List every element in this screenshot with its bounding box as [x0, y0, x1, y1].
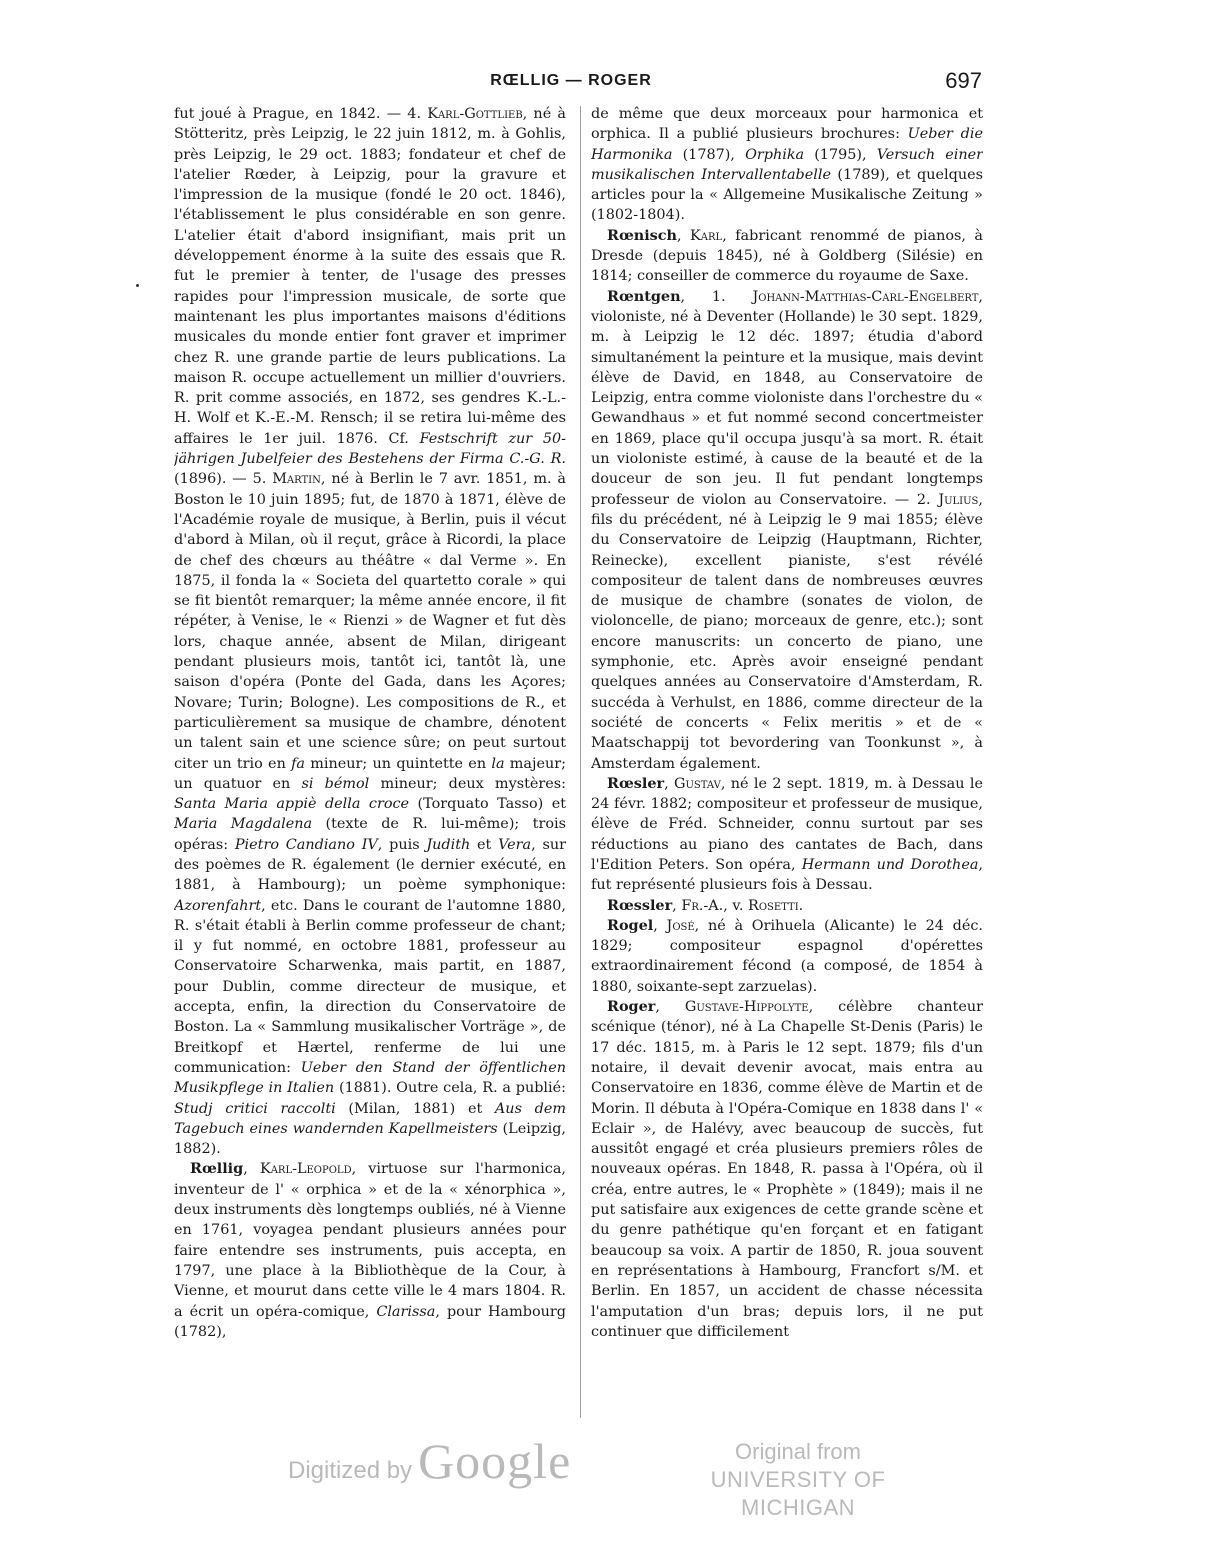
original-from-text: Original from	[735, 1439, 861, 1464]
entry-roesler: Rœsler, Gustav, né le 2 sept. 1819, m. à Dessau le 24 févr. 1882; compositeur et professeur de musique, élève de Fréd. Schneider, connu surtout par ses réductions au piano des cantates de Bach, dans l'Edition Peters. Son opéra, Hermann und Dorothea, fut représenté plusieurs fois à Dessau.	[591, 774, 983, 894]
digitized-by-watermark	[288, 1432, 571, 1492]
original-from-watermark	[668, 1438, 928, 1522]
headword: Rœsler	[607, 774, 665, 792]
entry-roellig: Rœllig, Karl-Leopold, virtuose sur l'harmonica, inventeur de l' « orphica » et de la « xénorphica », deux instruments dès longtemps oubliés, né à Vienne en 1761, voyagea pendant plusieurs années pour faire entendre ses instruments, puis accepta, en 1797, une place à la Bibliothèque de la Cour, à Vienne, et mourut dans cette ville le 4 mars 1804. R. a écrit un opéra-comique, Clarissa, pour Hambourg (1782),	[174, 1160, 566, 1340]
headword: Rœnisch	[607, 226, 678, 244]
stray-mark	[136, 284, 139, 287]
headword: Roger	[607, 998, 656, 1016]
entry-roeder-continuation: fut joué à Prague, en 1842. — 4. Karl-Gottlieb, né à Stötteritz, près Leipzig, le 22 juin 1812, m. à Gohlis, près Leipzig, le 29 oct. 1883; fondateur et chef de l'atelier Rœder, à Leipzig, pour la gravure et l'impression de la musique (fondé le 20 oct. 1846), l'établissement le plus considérable en son genre. L'atelier était d'abord insignifiant, mais prit un développement énorme à la suite des essais que R. fut le premier à tenter, de l'usage des presses rapides pour l'impression musicale, de sorte que maintenant les plus importantes maisons d'éditions musicales du monde entier font graver et imprimer chez R. une grande partie de leurs publications. La maison R. occupe actuellement un millier d'ouvriers. R. prit comme associés, en 1872, ses gendres K.-L.-H. Wolf et K.-E.-M. Rensch; il se retira lui-même des affaires le 1er juil. 1876. Cf. Festschrift zur 50-jährigen Jubelfeier des Bestehens der Firma C.-G. R. (1896). — 5. Martin, né à Berlin le 7 avr. 1851, m. à Boston le 10 juin 1895; fut, de 1870 à 1871, élève de l'Académie royale de musique, à Berlin, puis il vécut d'abord à Milan, où il reçut, grâce à Ricordi, la place de chef des chœurs au théâtre « dal Verme ». En 1875, il fonda la « Societa del quartetto corale » qui se fit bientôt remarquer; la même année encore, il fit répéter, à Venise, le « Rienzi » de Wagner et fut dès lors, chaque année, absent de Milan, dirigeant pendant plusieurs mois, tantôt ici, tantôt là, une saison d'opéra (Ponte del Gada, dans les Açores; Novare; Turin; Bologne). Les compositions de R., et particulièrement sa musique de chambre, dénotent un talent sain et une science sûre; on peut surtout citer un trio en fa mineur; un quintette en la majeur; un quatuor en si bémol mineur; deux mystères: Santa Maria appiè della croce (Torquato Tasso) et Maria Magdalena (texte de R. lui-même); trois opéras: Pietro Candiano IV, puis Judith et Vera, sur des poèmes de R. également (le dernier exécuté, en 1881, à Hambourg); un poème symphonique: Azorenfahrt, etc. Dans le courant de l'automne 1880, R. s'était établi à Berlin comme professeur de chant; il y fut nommé, en octobre 1881, professeur au Conservatoire Scharwenka, mais partit, en 1887, pour Dublin, comme directeur de musique, et accepta, enfin, la direction du Conservatoire de Boston. La « Sammlung musikalischer Vorträge », de Breitkopf et Hærtel, renferme de lui une communication: Ueber den Stand der öffentlichen Musikpflege in Italien (1881). Outre cela, R. a publié: Studj critici raccolti (Milan, 1881) et Aus dem Tagebuch eines wandernden Kapellmeisters (Leipzig, 1882).	[174, 106, 566, 1158]
headword: Rogel	[607, 916, 654, 934]
entry-roger: Roger, Gustave-Hippolyte, célèbre chanteur scénique (ténor), né à La Chapelle St-Denis (Paris) le 17 déc. 1815, m. à Paris le 12 sept. 1879; fils d'un notaire, il devait devenir avocat, mais entra au Conservatoire en 1836, comme élève de Martin et de Morin. Il débuta à l'Opéra-Comique en 1838 dans l' « Eclair », de Halévy, avec beaucoup de succès, fut aussitôt engagé et créa plusieurs premiers rôles de nouveaux opéras. En 1848, R. passa à l'Opéra, où il créa, entre autres, le « Prophète » (1849); mais il ne put satisfaire aux exigences de cette grande scène et du genre pathétique qu'en forçant et en fatigant beaucoup sa voix. A partir de 1850, R. joua souvent en représentations à Hambourg, Francfort s/M. et Berlin. En 1857, un accident de chasse nécessita l'amputation d'un bras; depuis lors, il ne put continuer que difficilement	[591, 998, 983, 1340]
running-head: RŒLLIG — ROGER	[490, 72, 652, 89]
entry-rogel: Rogel, José, né à Orihuela (Alicante) le 24 déc. 1829; compositeur espagnol d'opérettes extraordinairement fécond (a composé, de 1854 à 1880, soixante-sept zarzuelas).	[591, 916, 983, 995]
right-column	[591, 104, 983, 1422]
university-name: UNIVERSITY OF MICHIGAN	[710, 1467, 886, 1520]
entry-roenisch: Rœnisch, Karl, fabricant renommé de pianos, à Dresde (depuis 1845), né à Goldberg (Silésie) en 1814; conseiller de commerce du royaume de Saxe.	[591, 226, 983, 285]
entry-roellig-continuation: de même que deux morceaux pour harmonica et orphica. Il a publié plusieurs brochures: Ueber die Harmonika (1787), Orphika (1795), Versuch einer musikalischen Intervallentabelle (1789), et quelques articles pour la « Allgemeine Musikalische Zeitung » (1802-1804).	[591, 106, 983, 224]
page-header	[160, 68, 982, 98]
headword: Rœllig	[190, 1160, 244, 1178]
google-logo: Google	[418, 1433, 572, 1489]
digitized-by-text: Digitized by	[288, 1457, 413, 1484]
left-column	[174, 104, 566, 1422]
entry-roessler: Rœssler, Fr.-A., v. Rosetti.	[607, 896, 804, 914]
column-divider	[580, 106, 581, 1418]
headword: Rœntgen	[607, 287, 681, 305]
entry-roentgen: Rœntgen, 1. Johann-Matthias-Carl-Engelbert, violoniste, né à Deventer (Hollande) le 30 sept. 1829, m. à Leipzig le 12 déc. 1897; étudia d'abord simultanément la peinture et la musique, mais devint élève de David, en 1848, au Conservatoire de Leipzig, entra comme violoniste dans l'orchestre du « Gewandhaus » et fut nommé second concertmeister en 1869, place qu'il occupa jusqu'à sa mort. R. était un violoniste estimé, à cause de la beauté et de la douceur de son jeu. Il fut pendant longtemps professeur de violon au Conservatoire. — 2. Julius, fils du précédent, né à Leipzig le 9 mai 1855; élève du Conservatoire de Leipzig (Hauptmann, Richter, Reinecke), excellent pianiste, s'est révélé compositeur de talent dans de nombreuses œuvres de musique de chambre (sonates de violon, de violoncelle, de piano; morceaux de genre, etc.); sont encore manuscrits: un concerto de piano, une symphonie, etc. Après avoir enseigné pendant quelques années au Conservatoire d'Amsterdam, R. succéda à Verhulst, en 1886, comme directeur de la société de concerts « Felix meritis » et de « Maatschappij tot bevordering van Toonkunst », à Amsterdam également.	[591, 287, 983, 772]
headword: Rœssler	[607, 896, 673, 914]
page-number: 697	[945, 68, 982, 93]
